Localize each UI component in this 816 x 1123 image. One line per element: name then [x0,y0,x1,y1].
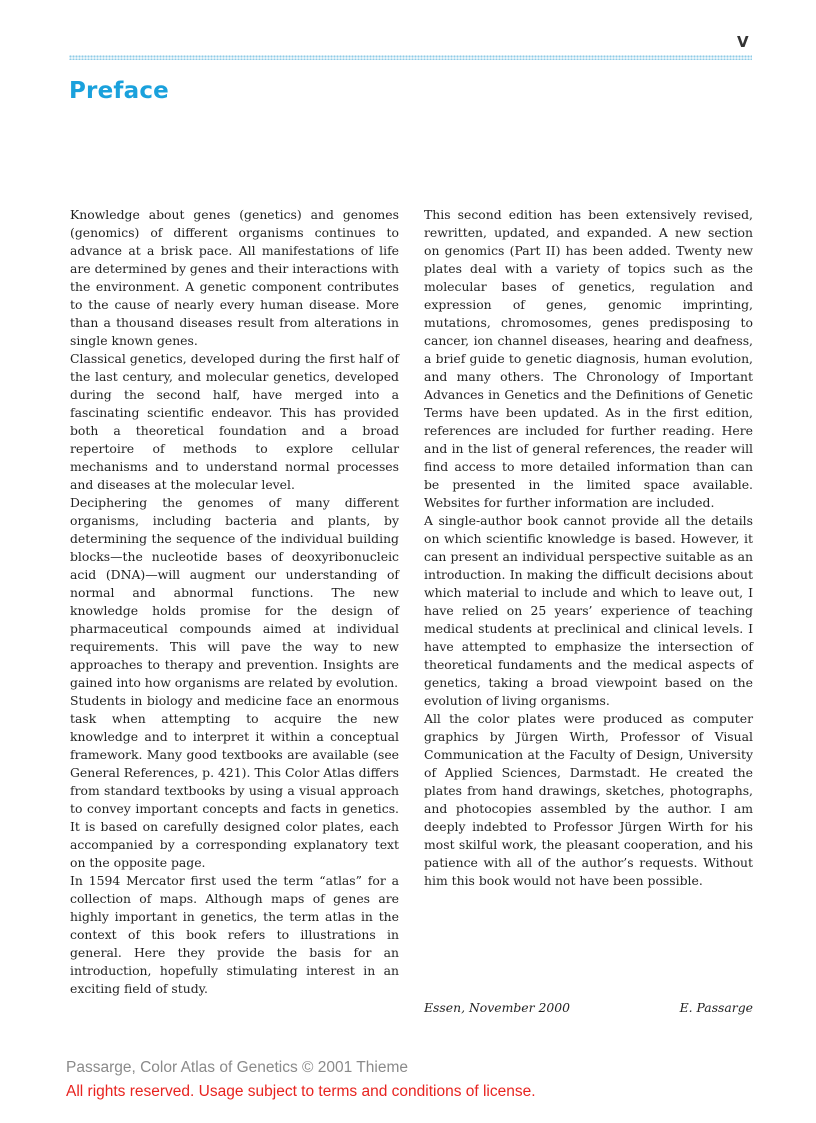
right-column [424,206,753,890]
paragraph: Deciphering the genomes of many different organisms, including bacteria and plants, by determining the sequence of the individual building blocks—the nucleotide bases of deoxyribonucleic acid (DNA)—will augment our understanding of normal and abnormal functions. The new knowledge holds promise for the design of pharmaceutical compounds aimed at individual requirements. This will pave the way to new approaches to therapy and prevention. Insights are gained into how organisms are related by evolution. [70,495,399,690]
paragraph: All the color plates were produced as computer graphics by Jürgen Wirth, Professor of Visual Communication at the Faculty of Design, University of Applied Sciences, Darmstadt. He created the plates from hand drawings, sketches, photographs, and photocopies assembled by the author. I am deeply indebted to Professor Jürgen Wirth for his most skilful work, the pleasant cooperation, and his patience with all of the author’s requests. Without him this book would not have been possible. [424,711,753,888]
left-column [70,206,399,998]
header-dotted-rule [69,55,752,60]
page-number: V [737,33,749,51]
paragraph: Classical genetics, developed during the first half of the last century, and molecular genetics, developed during the second half, have merged into a fascinating scientific endeavor. This has provided both a theoretical foundation and a broad repertoire of methods to explore cellular mechanisms and to understand normal processes and diseases at the molecular level. [70,351,399,492]
paragraph: Students in biology and medicine face an enormous task when attempting to acquire the new knowledge and to interpret it within a conceptual framework. Many good textbooks are available (see General References, p. 421). This Color Atlas differs from standard textbooks by using a visual approach to convey important concepts and facts in genetics. It is based on carefully designed color plates, each accompanied by a corresponding explanatory text on the opposite page. [70,693,399,870]
paragraph: A single-author book cannot provide all the details on which scientific knowledge is based. However, it can present an individual perspective suitable as an introduction. In making the difficult decisions about which material to include and which to leave out, I have relied on 25 years’ experience of teaching medical students at preclinical and clinical levels. I have attempted to emphasize the intersection of theoretical fundaments and the medical aspects of genetics, taking a broad viewpoint based on the evolution of living organisms. [424,513,753,708]
paragraph: This second edition has been extensively revised, rewritten, updated, and expanded. A new section on genomics (Part II) has been added. Twenty new plates deal with a variety of topics such as the molecular bases of genetics, regulation and expression of genes, genomic imprinting, mutations, chromosomes, genes predisposing to cancer, ion channel diseases, hearing and deafness, a brief guide to genetic diagnosis, human evolution, and many others. The Chronology of Important Advances in Genetics and the Definitions of Genetic Terms have been updated. As in the first edition, references are included for further reading. Here and in the list of general references, the reader will find access to more detailed information than can be presented in the limited space available. Websites for further information are included. [424,207,753,510]
signature-line [424,999,753,1017]
paragraph: Knowledge about genes (genetics) and genomes (genomics) of different organisms continues to advance at a brisk pace. All manifestations of life are determined by genes and their interactions with the environment. A genetic component contributes to the cause of nearly every human disease. More than a thousand diseases result from alterations in single known genes. [70,207,399,348]
signature-place-date: Essen, November 2000 [424,1000,570,1015]
paragraph: In 1594 Mercator first used the term “atlas” for a collection of maps. Although maps of genes are highly important in genetics, the term atlas in the context of this book refers to illustrations in general. Here they provide the basis for an introduction, hopefully stimulating interest in an exciting field of study. [70,873,399,996]
footer-copyright: Passarge, Color Atlas of Genetics © 2001 Thieme [66,1059,408,1076]
footer-license-notice: All rights reserved. Usage subject to terms and conditions of license. [66,1083,536,1100]
signature-author: E. Passarge [679,1000,753,1015]
page-title: Preface [69,78,169,104]
